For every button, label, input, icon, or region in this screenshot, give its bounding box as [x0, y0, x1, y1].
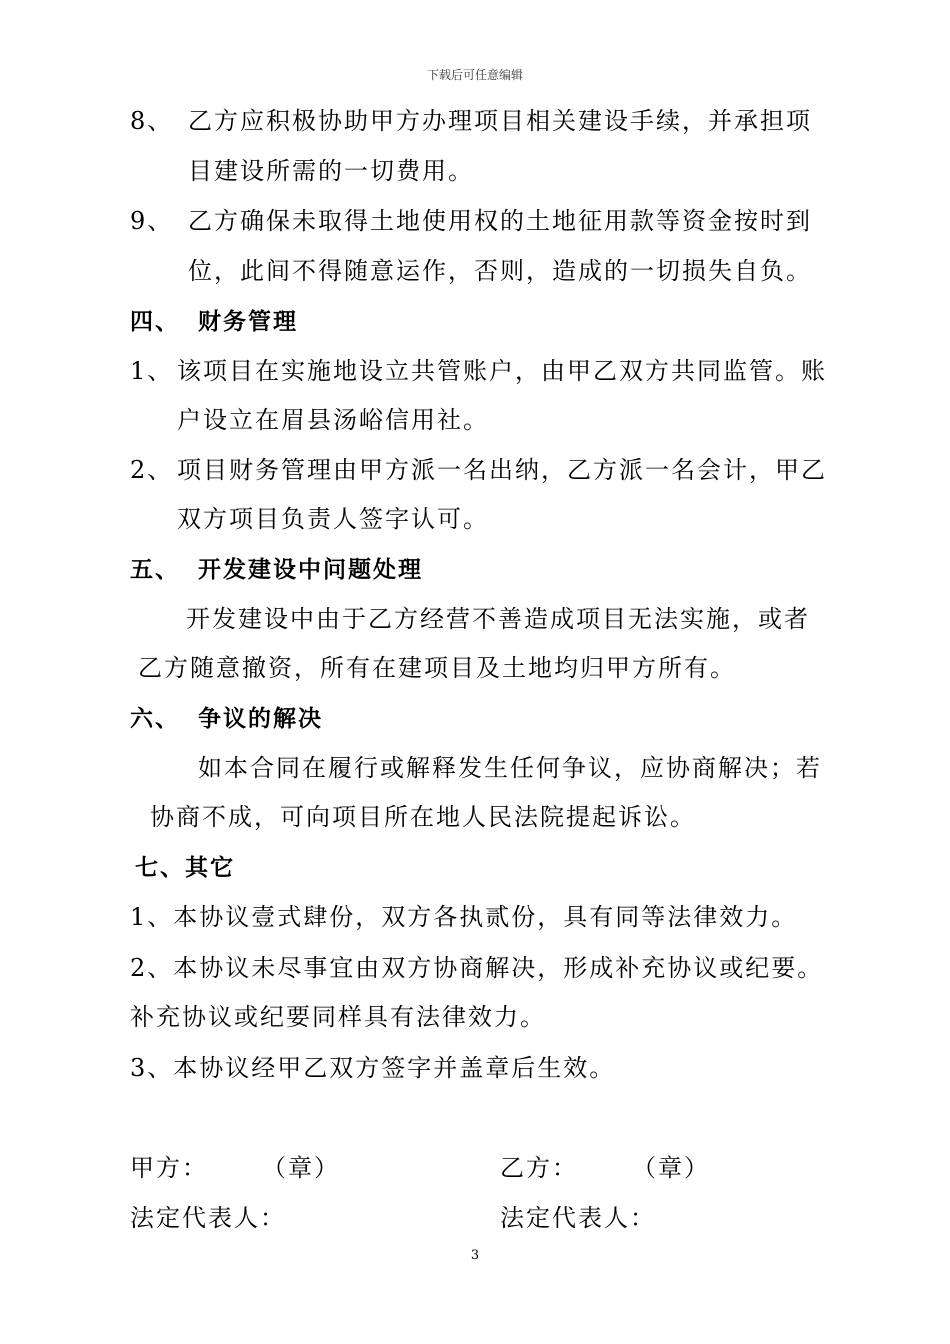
section-4-number: 四、 [130, 309, 180, 335]
section-4-item-1-line-1: 该项目在实施地设立共管账户，由甲乙双方共同监管。账 [177, 357, 827, 385]
section-6-line-1: 如本合同在履行或解释发生任何争议，应协商解决；若 [198, 754, 822, 782]
party-a-seal: （章） [262, 1154, 340, 1182]
item-9-line-2: 位，此间不得随意运作，否则，造成的一切损失自负。 [188, 257, 812, 285]
section-7-line-1: 1、本协议壹式肆份，双方各执贰份，具有同等法律效力。 [130, 903, 798, 931]
section-7-line-2: 2、本协议未尽事宜由双方协商解决，形成补充协议或纪要。 [130, 954, 824, 982]
section-5-number: 五、 [130, 557, 180, 583]
section-7-title: 七、其它 [135, 855, 235, 881]
section-4-item-1-line-2: 户设立在眉县汤峪信用社。 [177, 406, 489, 434]
item-8-line-1: 乙方应积极协助甲方办理项目相关建设手续，并承担项 [188, 107, 812, 135]
section-5-line-1: 开发建设中由于乙方经营不善造成项目无法实施，或者 [186, 605, 810, 633]
item-8-line-2: 目建设所需的一切费用。 [188, 157, 474, 185]
section-6-title: 争议的解决 [198, 706, 323, 732]
party-b-representative-label: 法定代表人： [500, 1204, 656, 1232]
section-5-title: 开发建设中问题处理 [198, 557, 423, 583]
section-6-number: 六、 [130, 706, 180, 732]
section-4-item-1-number: 1、 [130, 357, 174, 385]
section-6-line-2: 协商不成，可向项目所在地人民法院提起诉讼。 [150, 803, 696, 831]
party-b-label: 乙方： [500, 1154, 578, 1182]
section-5-line-2: 乙方随意撤资，所有在建项目及土地均归甲方所有。 [138, 654, 736, 682]
party-a-label: 甲方： [130, 1154, 208, 1182]
page-header: 下载后可任意编辑 [426, 68, 523, 82]
page-number: 3 [470, 1248, 480, 1263]
party-a-representative-label: 法定代表人： [130, 1204, 286, 1232]
section-4-item-2-line-2: 双方项目负责人签字认可。 [177, 505, 489, 533]
section-4-title: 财务管理 [198, 309, 298, 335]
party-b-seal: （章） [632, 1154, 710, 1182]
item-9-line-1: 乙方确保未取得土地使用权的土地征用款等资金按时到 [188, 207, 812, 235]
item-9-number: 9、 [130, 207, 174, 235]
section-7-line-4: 3、本协议经甲乙双方签字并盖章后生效。 [130, 1054, 616, 1082]
section-4-item-2-number: 2、 [130, 456, 174, 484]
item-8-number: 8、 [130, 107, 174, 135]
section-7-line-3: 补充协议或纪要同样具有法律效力。 [130, 1003, 546, 1031]
section-4-item-2-line-1: 项目财务管理由甲方派一名出纳，乙方派一名会计，甲乙 [177, 456, 827, 484]
